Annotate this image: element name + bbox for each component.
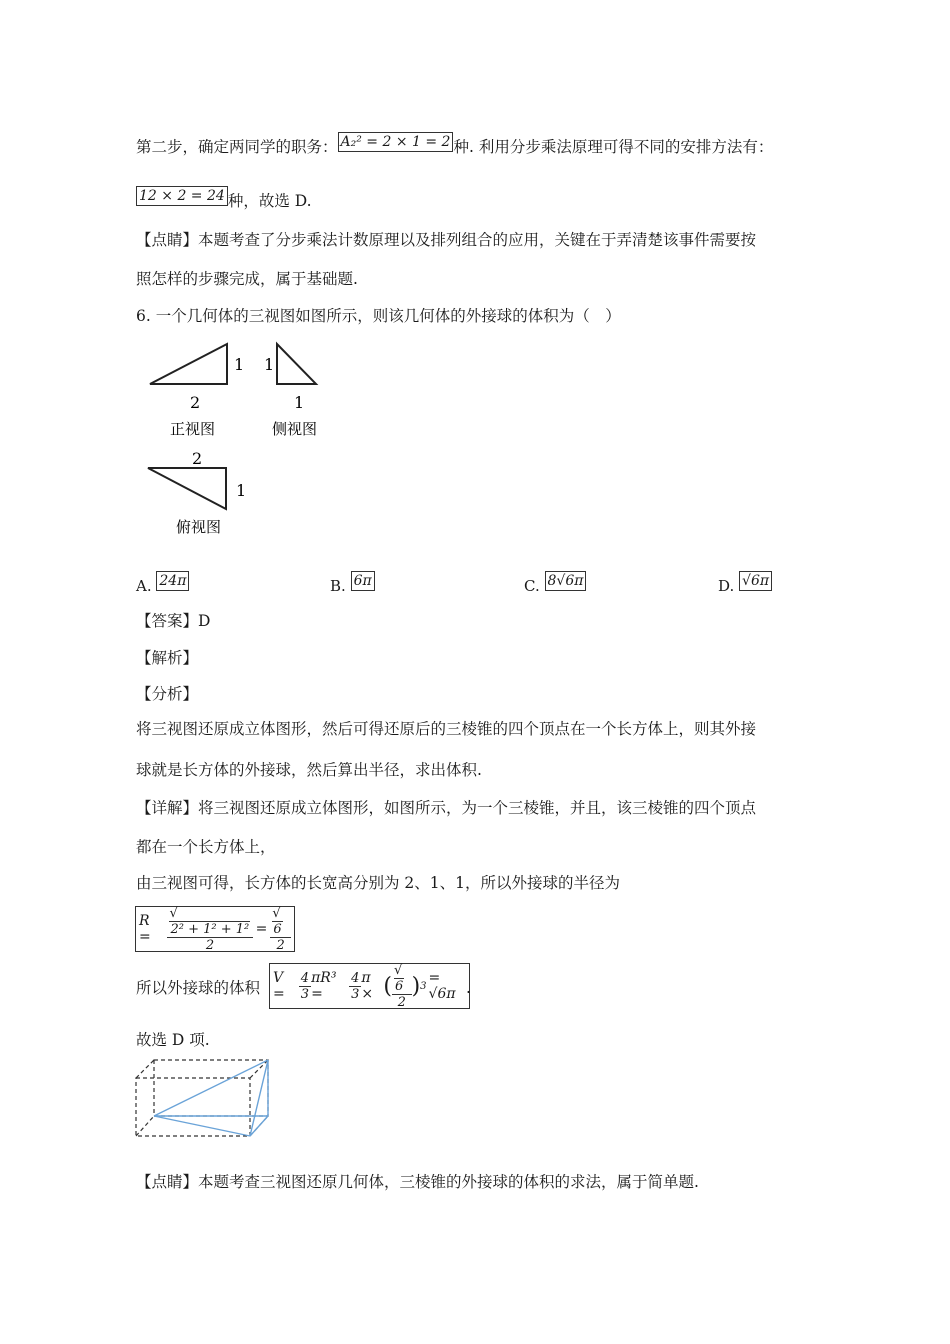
volume-inner-den: 2 <box>397 994 406 1010</box>
top-width-label: 2 <box>192 449 203 468</box>
side-view-label: 侧视图 <box>272 420 318 438</box>
radius-result-numerator: 6 <box>273 921 282 937</box>
radius-denominator: 2 <box>205 937 215 953</box>
fenxi-heading: 【分析】 <box>136 685 199 703</box>
detail-line-c: 由三视图可得，长方体的长宽高分别为 2、1、1，所以外接球的半径为 <box>136 874 621 892</box>
volume-lhs: V = <box>273 970 285 1002</box>
total-formula: 12 × 2 = 24 <box>136 186 228 206</box>
volume-result: = √6π <box>428 970 456 1002</box>
front-height-label: 1 <box>234 355 245 374</box>
volume-formula: V = $\frac{4}{3}$ πR³ = $\frac{4}{3}$ π × ( $\frac{√6}{2}$ ) 3 = √6π <box>269 963 470 1009</box>
three-view-figure <box>140 338 340 543</box>
volume-coef1-den: 3 <box>300 986 310 1002</box>
option-c-label: C. <box>524 577 540 595</box>
comment1-line-b: 照怎样的步骤完成，属于基础题. <box>136 270 358 288</box>
step2-formula: A₂² = 2 × 1 = 2 <box>338 132 454 152</box>
volume-coef2-num: 4 <box>351 970 360 986</box>
volume-inner-fraction: $\frac{√6}{2}$ <box>392 963 412 1010</box>
cuboid-figure <box>130 1058 280 1142</box>
total-line <box>136 190 312 212</box>
choose-line: 故选 D 项. <box>136 1031 210 1049</box>
side-width-label: 1 <box>294 393 305 412</box>
option-d-label: D. <box>718 577 735 595</box>
comment1-line-a: 【点睛】本题考查了分步乘法计数原理以及排列组合的应用，关键在于弄清楚该事件需要按 <box>136 231 757 249</box>
volume-term1: πR³ = <box>311 970 337 1002</box>
option-a-label: A. <box>136 577 152 595</box>
step2-line <box>136 136 773 158</box>
radius-result-fraction: $\frac{√6}{2}$ <box>270 906 291 953</box>
option-d <box>718 575 772 597</box>
volume-prefix: 所以外接球的体积 <box>136 979 261 997</box>
question-6: 6. 一个几何体的三视图如图所示，则该几何体的外接球的体积为（ ） <box>136 307 621 325</box>
radius-lhs: R = <box>139 913 151 945</box>
front-view-triangle <box>150 344 227 384</box>
cuboid-front-face <box>136 1078 250 1136</box>
detail-line-b: 都在一个长方体上， <box>136 838 276 856</box>
volume-coef1-num: 4 <box>300 970 310 986</box>
radius-formula <box>135 906 295 952</box>
volume-coef1 <box>299 971 311 1002</box>
volume-power: 3 <box>420 980 427 992</box>
total-suffix: 种，故选 D. <box>227 192 312 210</box>
answer-line: 【答案】D <box>136 612 211 630</box>
radius-numerator: 2² + 1² + 1² <box>170 921 250 937</box>
comment2-line: 【点睛】本题考查三视图还原几何体，三棱锥的外接球的体积的求法，属于简单题. <box>136 1173 699 1191</box>
option-c-value: 8√6π <box>545 571 587 591</box>
top-view-label: 俯视图 <box>176 518 222 536</box>
top-view-triangle <box>148 468 226 509</box>
detail-line-a: 【详解】将三视图还原成立体图形，如图所示，为一个三棱锥，并且，该三棱锥的四个顶点 <box>136 799 757 817</box>
option-c <box>524 575 586 597</box>
option-a-value: 24π <box>156 571 189 591</box>
volume-term2: π × <box>361 970 374 1002</box>
tetrahedron-edges <box>154 1060 268 1136</box>
side-view-triangle <box>277 344 316 384</box>
volume-inner-num: 6 <box>394 978 404 994</box>
option-b <box>330 575 375 597</box>
option-b-value: 6π <box>351 571 375 591</box>
option-d-value: √6π <box>739 571 772 591</box>
volume-coef2-den: 3 <box>351 986 360 1002</box>
radius-fraction: $\frac{\text{√2² + 1² + 1²}}{2}$ <box>167 906 252 953</box>
step2-prefix: 第二步，确定两同学的职务： <box>136 138 338 156</box>
analysis-heading: 【解析】 <box>136 649 199 667</box>
radius-eq: = <box>255 921 268 937</box>
volume-coef2 <box>349 971 361 1002</box>
front-width-label: 2 <box>190 393 201 412</box>
volume-period: . <box>466 979 471 997</box>
fenxi-line-a: 将三视图还原成立体图形，然后可得还原后的三棱锥的四个顶点在一个长方体上，则其外接 <box>136 720 757 738</box>
radius-result-denominator: 2 <box>276 937 285 953</box>
top-height-label: 1 <box>236 481 247 500</box>
fenxi-line-b: 球就是长方体的外接球，然后算出半径，求出体积. <box>136 761 482 779</box>
step2-suffix: 种. 利用分步乘法原理可得不同的安排方法有： <box>453 138 774 156</box>
option-b-label: B. <box>330 577 346 595</box>
side-height-label: 1 <box>264 355 275 374</box>
option-a <box>136 575 189 597</box>
front-view-label: 正视图 <box>170 420 216 438</box>
